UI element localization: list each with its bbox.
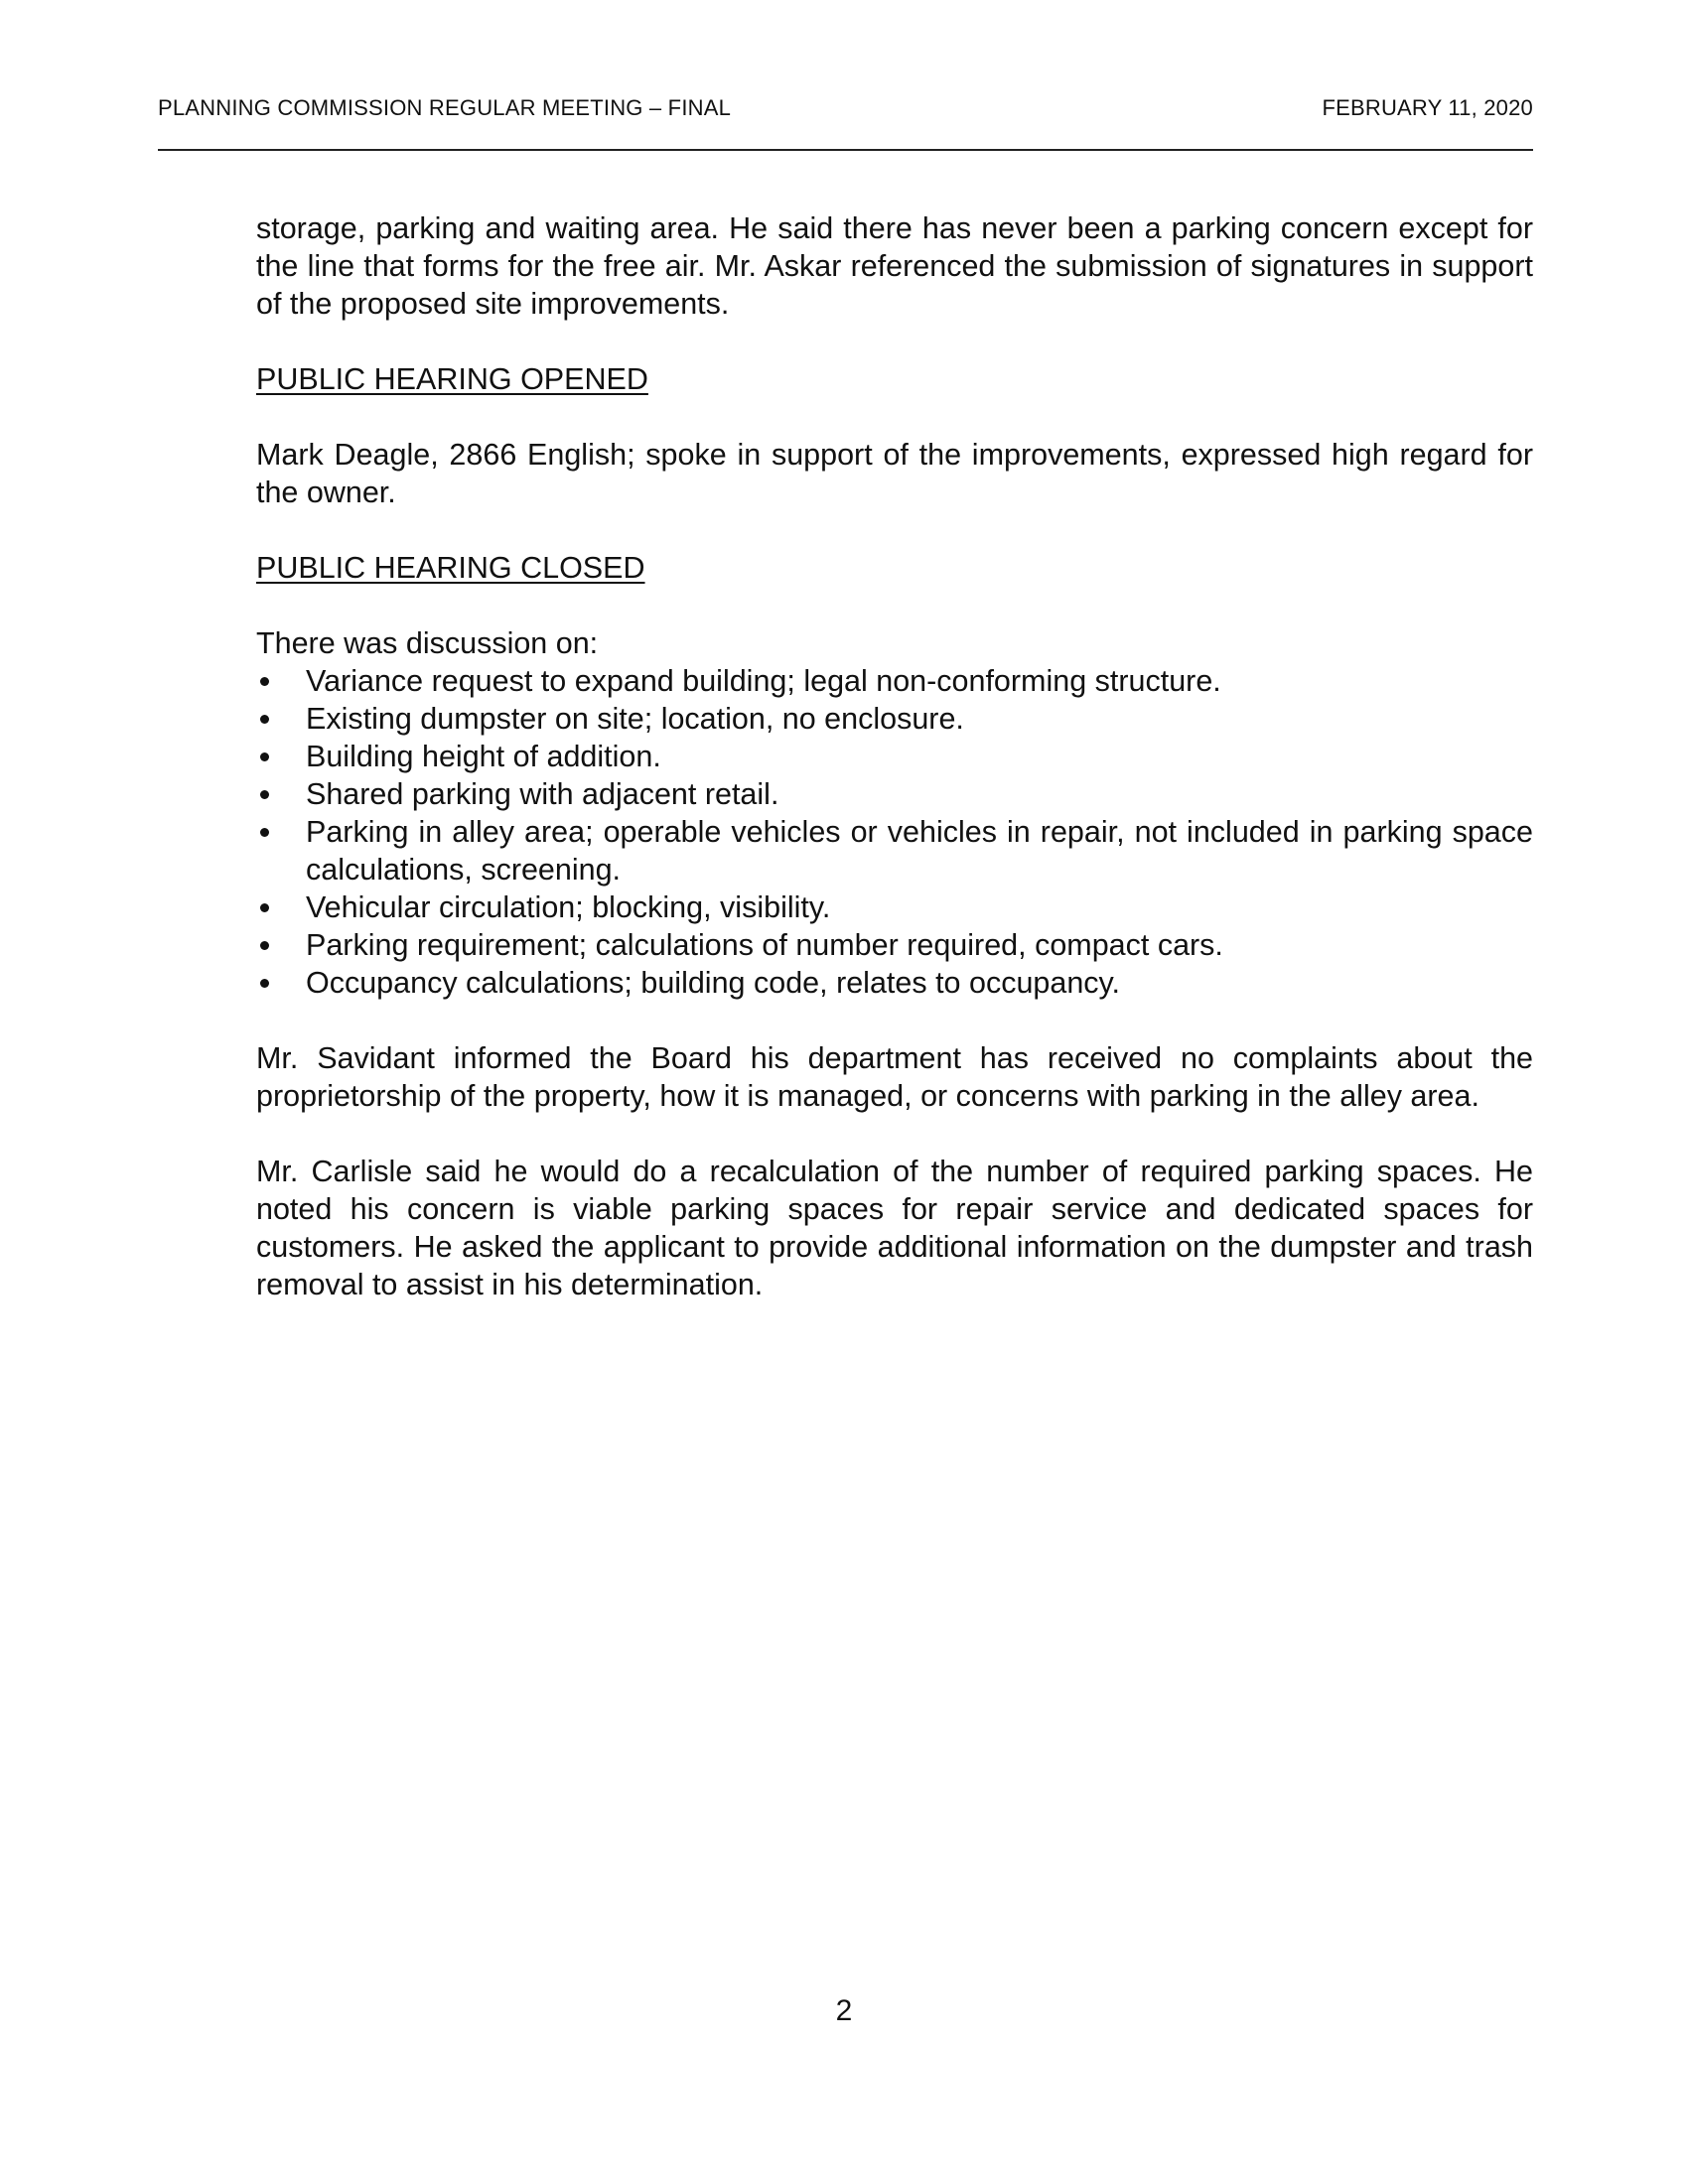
list-item xyxy=(256,888,1533,926)
bullet-icon xyxy=(260,715,269,724)
list-item xyxy=(256,738,1533,775)
list-item-text: Variance request to expand building; legal non-conforming structure. xyxy=(306,664,1221,698)
paragraph-public-comment: Mark Deagle, 2866 English; spoke in support of the improvements, expressed high regard for the owner. xyxy=(256,438,1533,509)
page-header xyxy=(158,95,1533,125)
document-body xyxy=(256,209,1533,1341)
list-item xyxy=(256,964,1533,1002)
list-item-text: Parking requirement; calculations of number required, compact cars. xyxy=(306,928,1223,962)
list-item xyxy=(256,775,1533,813)
header-divider xyxy=(158,149,1533,151)
list-item-text: Existing dumpster on site; location, no enclosure. xyxy=(306,702,964,736)
list-item-text: Vehicular circulation; blocking, visibility. xyxy=(306,890,831,924)
bullet-icon xyxy=(260,790,269,799)
list-item xyxy=(256,813,1533,888)
bullet-icon xyxy=(260,752,269,761)
paragraph-carlisle-statement: Mr. Carlisle said he would do a recalculation of the number of required parking spaces. He noted his concern is viable parking spaces for repair service and dedicated spaces for customers. He asked the applicant to provide additional information on the dumpster and trash removal to assist in his determination. xyxy=(256,1155,1533,1301)
discussion-list xyxy=(256,662,1533,1002)
section-heading-public-hearing-closed: PUBLIC HEARING CLOSED xyxy=(256,551,645,585)
list-item-text: Building height of addition. xyxy=(306,740,661,773)
list-item xyxy=(256,662,1533,700)
bullet-icon xyxy=(260,903,269,912)
list-item-text: Shared parking with adjacent retail. xyxy=(306,777,779,811)
section-heading-public-hearing-opened: PUBLIC HEARING OPENED xyxy=(256,362,648,396)
list-item xyxy=(256,926,1533,964)
bullet-icon xyxy=(260,828,269,837)
header-title: PLANNING COMMISSION REGULAR MEETING – FINAL xyxy=(158,95,732,120)
bullet-icon xyxy=(260,979,269,988)
list-item xyxy=(256,700,1533,738)
paragraph-savidant-statement: Mr. Savidant informed the Board his department has received no complaints about the proprietorship of the property, how it is managed, or concerns with parking in the alley area. xyxy=(256,1041,1533,1113)
list-item-text: Parking in alley area; operable vehicles or vehicles in repair, not included in parking space calculations, screening. xyxy=(306,815,1533,887)
paragraph-applicant-statement: storage, parking and waiting area. He said there has never been a parking concern except for the line that forms for the free air. Mr. Askar referenced the submission of signatures in support of the proposed site improvements. xyxy=(256,211,1533,321)
bullet-icon xyxy=(260,941,269,950)
list-item-text: Occupancy calculations; building code, relates to occupancy. xyxy=(306,966,1121,1000)
page-number: 2 xyxy=(835,1994,853,2027)
header-date: FEBRUARY 11, 2020 xyxy=(1322,95,1533,120)
discussion-intro: There was discussion on: xyxy=(256,626,599,660)
bullet-icon xyxy=(260,677,269,686)
